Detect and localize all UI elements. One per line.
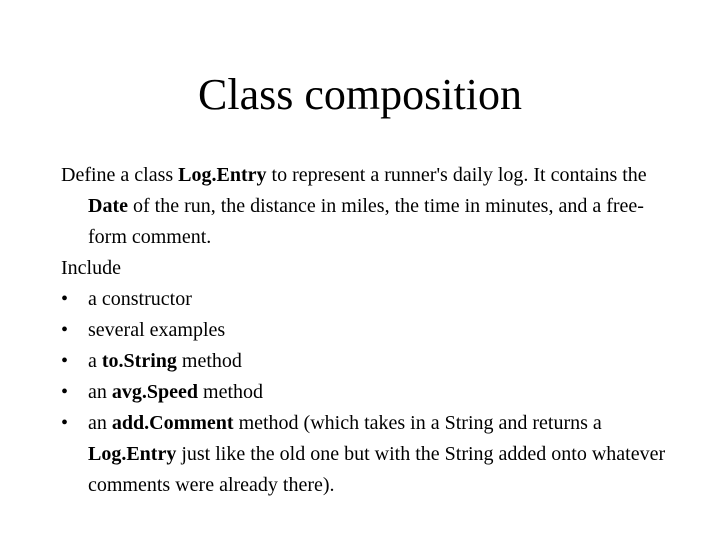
bullet-item-tostring xyxy=(61,346,671,377)
date-term: Date xyxy=(88,195,128,217)
bullet-text-post: method xyxy=(176,350,242,372)
bullet-item-constructor xyxy=(61,284,671,315)
intro-paragraph xyxy=(61,160,671,253)
intro-text-1: Define a class xyxy=(61,164,179,186)
bullet-marker: • xyxy=(61,412,69,434)
bullet-text-pre: an xyxy=(88,381,112,403)
bullet-marker: • xyxy=(61,350,69,372)
intro-text-2: to represent a runner's daily log. It contains the xyxy=(266,164,647,186)
bullet-marker: • xyxy=(61,319,69,341)
bullet-text-pre: a xyxy=(88,350,102,372)
bullet-item-examples xyxy=(61,315,671,346)
slide-body xyxy=(61,160,671,501)
class-name-logentry: Log.Entry xyxy=(88,443,177,465)
bullet-marker: • xyxy=(61,288,69,310)
bullet-text-post: method xyxy=(198,381,264,403)
method-name-tostring: to.String xyxy=(101,350,177,372)
include-label: Include xyxy=(61,257,121,279)
class-name-logentry: Log.Entry xyxy=(178,164,267,186)
bullet-text: several examples xyxy=(88,319,226,341)
bullet-item-avgspeed xyxy=(61,377,671,408)
bullet-item-addcomment xyxy=(61,408,671,501)
bullet-text xyxy=(88,408,671,501)
intro-text-3: of the run, the distance in miles, the time in minutes, and a free-form comment. xyxy=(88,195,644,248)
bullet-marker: • xyxy=(61,381,69,403)
method-name-addcomment: add.Comment xyxy=(111,412,234,434)
bullet-text: a constructor xyxy=(88,288,192,310)
method-name-avgspeed: avg.Speed xyxy=(111,381,199,403)
bullet-text-pre: an xyxy=(88,412,112,434)
slide-title: Class composition xyxy=(198,70,522,119)
bullet-text-post-2: just like the old one but with the String added onto whatever comments were already there). xyxy=(88,443,666,496)
bullet-text xyxy=(88,377,671,408)
bullet-text-post: method (which takes in a String and returns a xyxy=(233,412,602,434)
bullet-text xyxy=(88,346,671,377)
